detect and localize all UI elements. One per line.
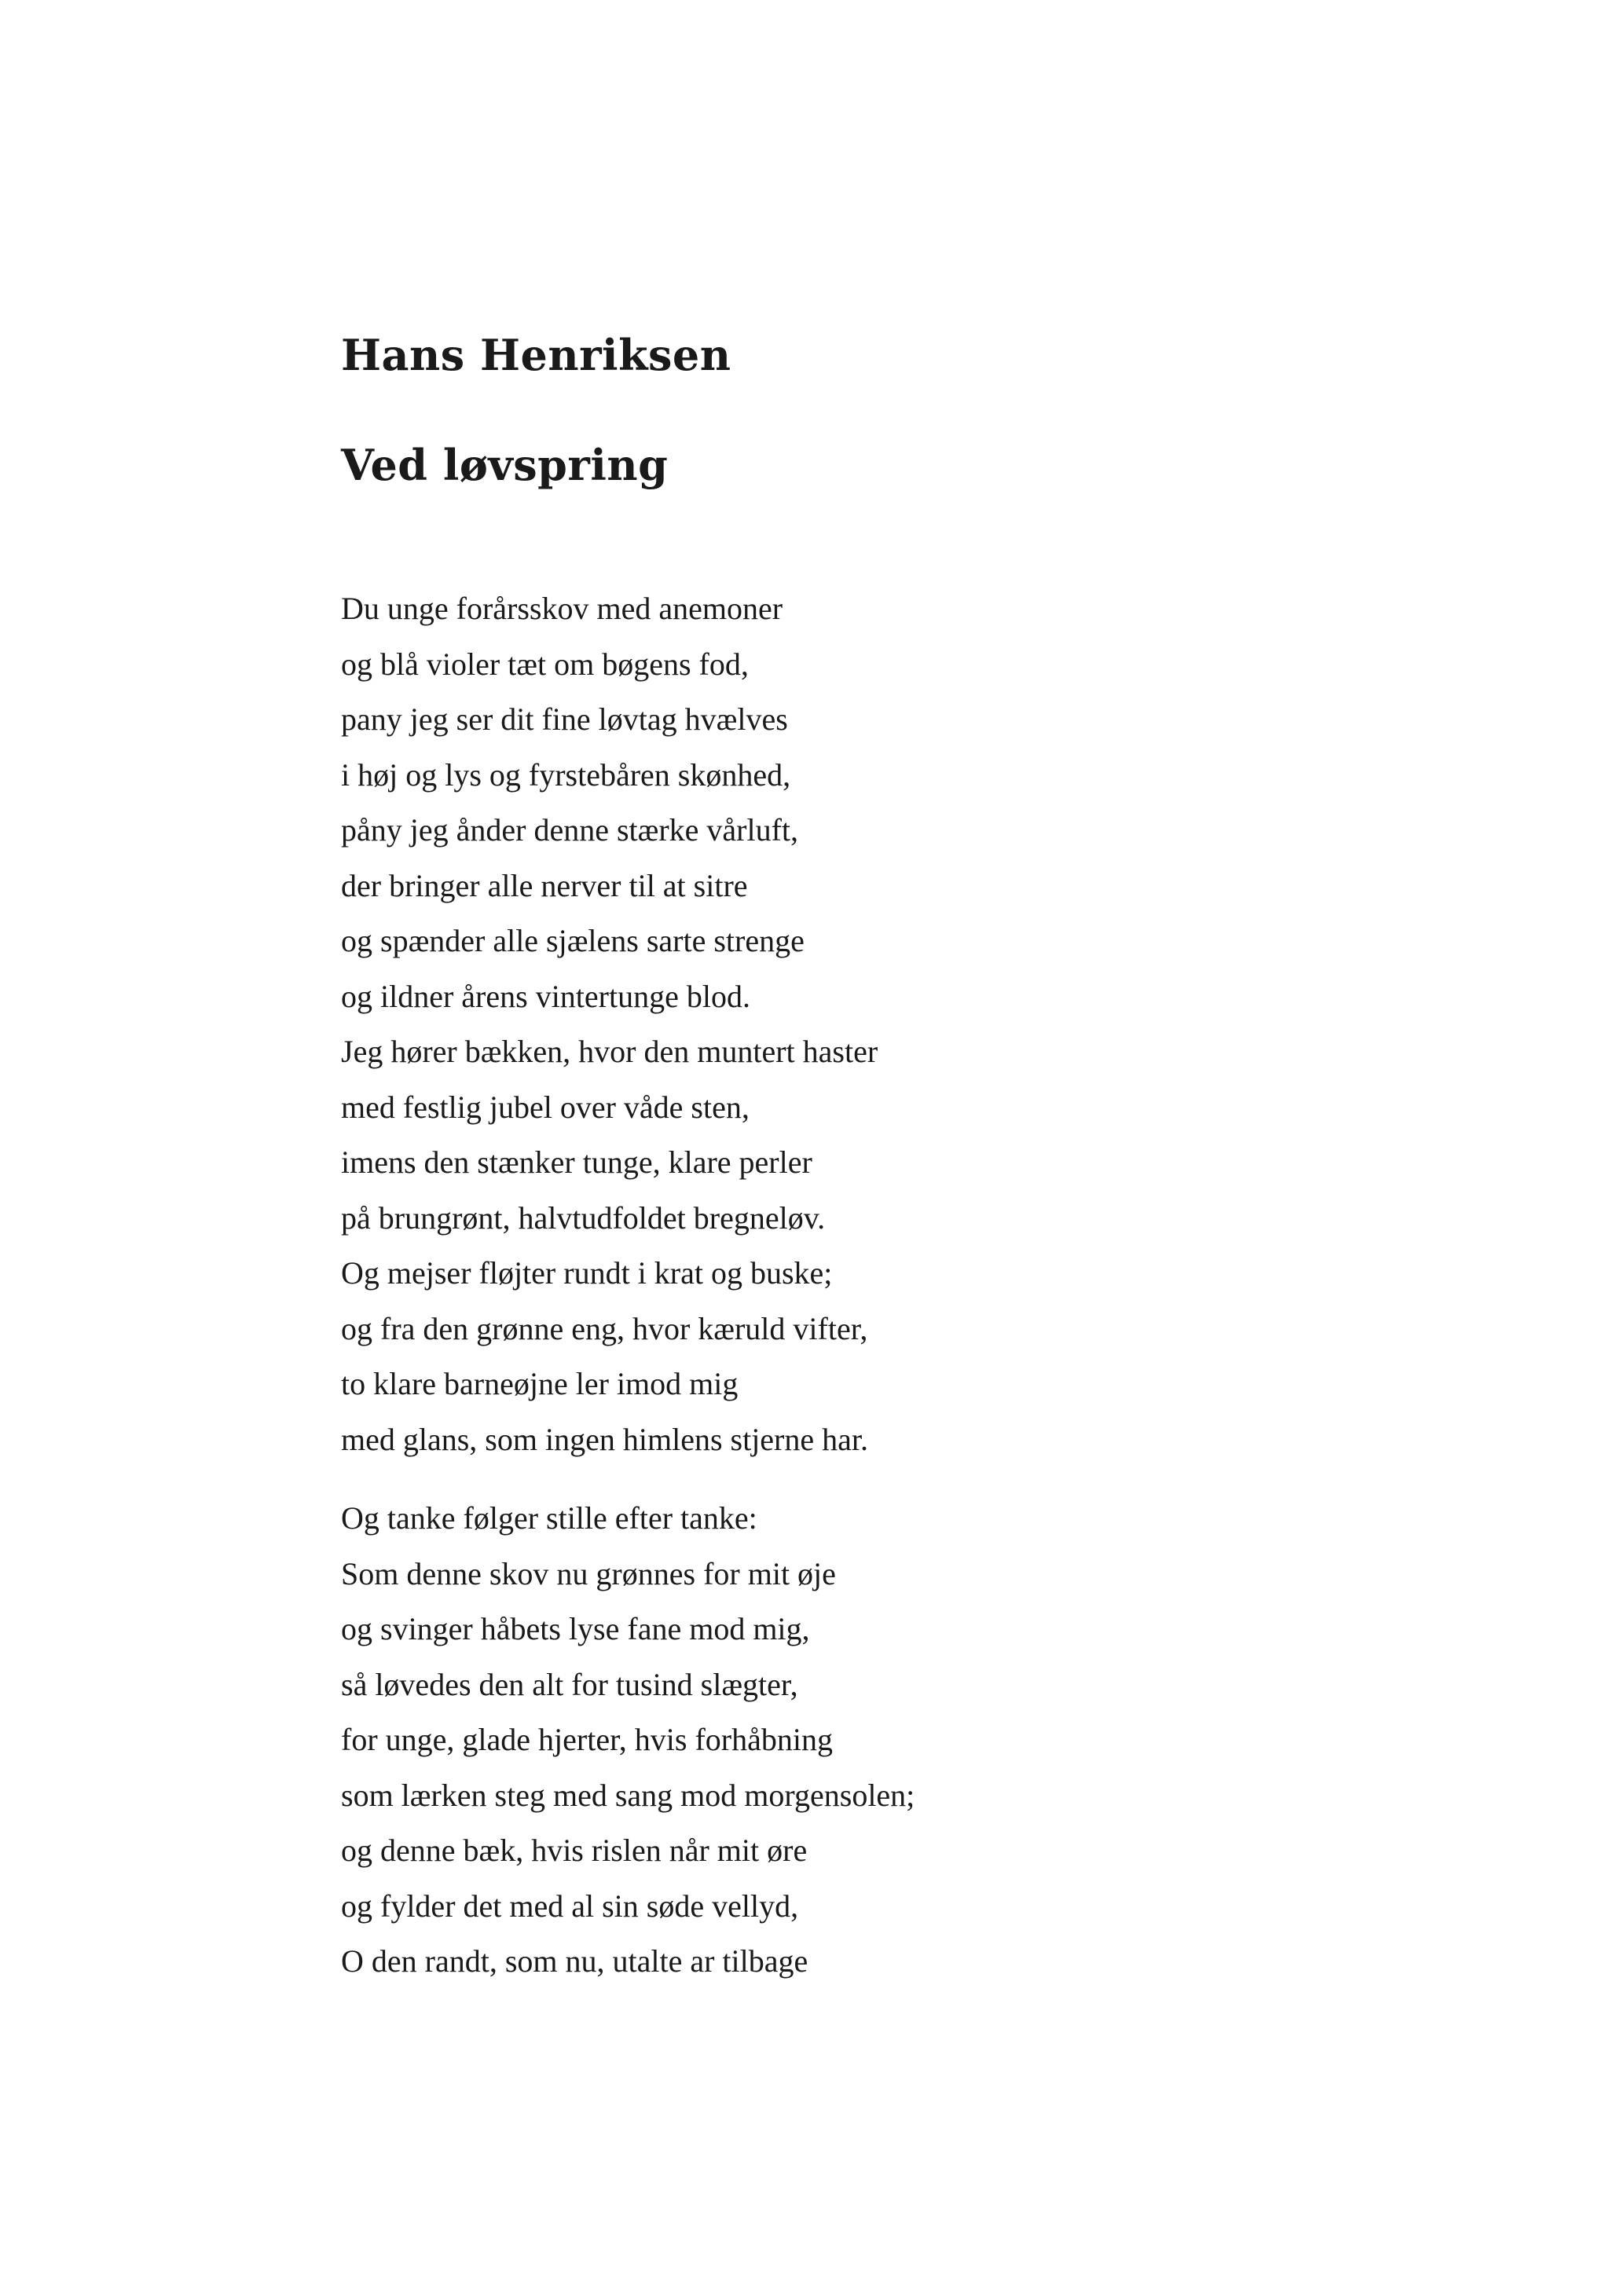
poem-line: og svinger håbets lyse fane mod mig, — [341, 1611, 810, 1646]
poem-line: for unge, glade hjerter, hvis forhåbning — [341, 1722, 833, 1757]
author-name: Hans Henriksen — [341, 330, 731, 380]
poem-line: to klare barneøjne ler imod mig — [341, 1366, 739, 1401]
poem-line: påny jeg ånder denne stærke vårluft, — [341, 812, 799, 848]
poem-line: Som denne skov nu grønnes for mit øje — [341, 1555, 836, 1591]
poem-title: Ved løvspring — [341, 440, 669, 490]
poem-line: og ildner årens vintertunge blod. — [341, 978, 750, 1014]
poem-line: og blå violer tæt om bøgens fod, — [341, 646, 749, 682]
poem-line: der bringer alle nerver til at sitre — [341, 867, 748, 903]
poem-line: imens den stænker tunge, klare perler — [341, 1144, 812, 1180]
poem-line: O den randt, som nu, utalte ar tilbage — [341, 1943, 808, 1979]
poem-line: med glans, som ingen himlens stjerne har. — [341, 1421, 868, 1457]
poem-line: med festlig jubel over våde sten, — [341, 1089, 750, 1125]
poem-line: så løvedes den alt for tusind slægter, — [341, 1666, 798, 1702]
poem-line: på brungrønt, halvtudfoldet bregneløv. — [341, 1199, 826, 1236]
poem-line: i høj og lys og fyrstebåren skønhed, — [341, 756, 791, 793]
poem-line: som lærken steg med sang mod morgensolen; — [341, 1777, 915, 1813]
poem-line: og fra den grønne eng, hvor kæruld vifter, — [341, 1310, 868, 1346]
stanza-2 — [341, 1491, 915, 1990]
stanza-1 — [341, 581, 878, 1467]
poem-line: og fylder det med al sin søde vellyd, — [341, 1888, 799, 1924]
poem-line: og denne bæk, hvis rislen når mit øre — [341, 1833, 808, 1868]
poem-line: Og mejser fløjter rundt i krat og buske; — [341, 1255, 833, 1291]
poem-line: Og tanke følger stille efter tanke: — [341, 1500, 757, 1536]
poem-line: Du unge forårsskov med anemoner — [341, 591, 783, 626]
poem-line: og spænder alle sjælens sarte strenge — [341, 923, 805, 958]
poem-line: Jeg hører bækken, hvor den muntert haster — [341, 1034, 878, 1069]
poem-line: pany jeg ser dit fine løvtag hvælves — [341, 701, 788, 737]
